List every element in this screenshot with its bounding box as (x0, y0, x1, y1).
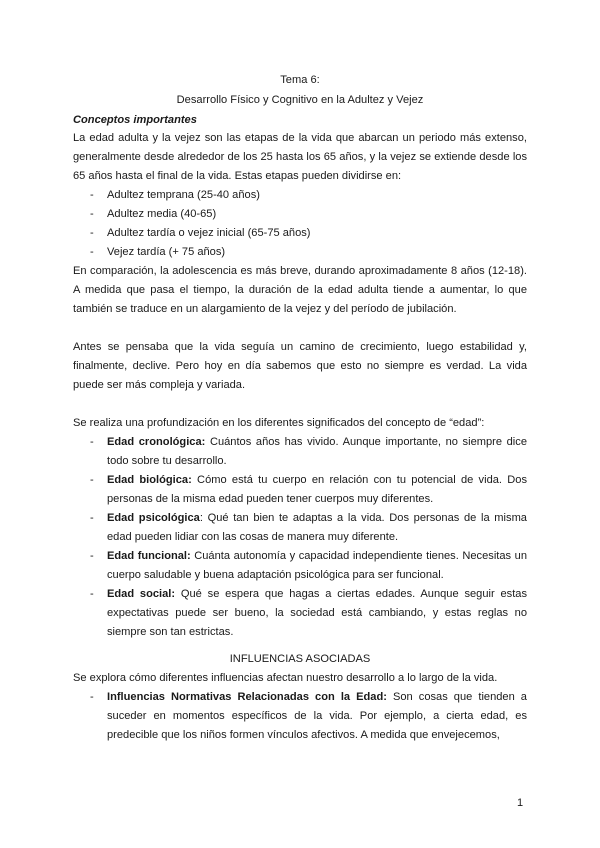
list-item (73, 471, 527, 509)
stages-list (73, 186, 527, 262)
stage-label: Adultez temprana (25-40 años) (107, 189, 260, 201)
influencias-list (73, 688, 527, 745)
edad-definition: : Qué tan bien te adaptas a la vida. Dos personas de la misma edad pueden lidiar con las cosas de manera muy diferente. (107, 512, 527, 543)
edad-definition: Qué se espera que hagas a ciertas edades. Aunque seguir estas expectativas puede ser bueno, la sociedad está cambiando, y estas reglas no siempre son tan estrictas. (107, 588, 527, 638)
intro-paragraph: La edad adulta y la vejez son las etapas de la vida que abarcan un periodo más extenso, generalmente desde alrededor de los 25 hasta los 65 años, y la vejez se extiende desde los 65 años hasta el final de la vida. Estas etapas pueden dividirse en: (73, 132, 527, 182)
list-item (73, 433, 527, 471)
edad-definition: Cómo está tu cuerpo en relación con tu potencial de vida. Dos personas de la misma edad pueden tener cuerpos muy diferentes. (107, 474, 527, 505)
dash-bullet: - (90, 691, 94, 703)
page-number: 1 (517, 797, 524, 809)
edad-term: Edad funcional: (107, 550, 191, 562)
list-item (73, 509, 527, 547)
stage-label: Adultez tardía o vejez inicial (65-75 años) (107, 227, 311, 239)
dash-bullet: - (90, 512, 94, 524)
topic-number: Tema 6: (280, 74, 320, 86)
dash-bullet: - (90, 436, 94, 448)
dash-bullet: - (90, 189, 94, 201)
page-content (73, 70, 527, 745)
paragraph-gap (73, 319, 527, 338)
edad-definition: Cuánta autonomía y capacidad independiente tienes. Necesitas un cuerpo saludable y buena adaptación psicológica para ser funcional. (107, 550, 527, 581)
dash-bullet: - (90, 246, 94, 258)
edad-definition: Cuántos años has vivido. Aunque importante, no siempre dice todo sobre tu desarrollo. (107, 436, 527, 467)
dash-bullet: - (90, 550, 94, 562)
list-item (73, 243, 527, 262)
dash-bullet: - (90, 474, 94, 486)
list-item (73, 585, 527, 642)
edad-term: Edad biológica: (107, 474, 192, 486)
influencia-definition: Son cosas que tienden a suceder en momentos específicos de la vida. Por ejemplo, a cierta edad, es predecible que los niños formen vínculos afectivos. A medida que envejecemos, (107, 691, 527, 741)
section-heading-influencias: INFLUENCIAS ASOCIADAS (229, 653, 371, 665)
list-item (73, 224, 527, 243)
dash-bullet: - (90, 227, 94, 239)
dash-bullet: - (90, 208, 94, 220)
edad-term: Edad psicológica (107, 512, 200, 524)
section-heading-conceptos: Conceptos importantes (73, 114, 197, 126)
edad-term: Edad social: (107, 588, 176, 600)
dash-bullet: - (90, 588, 94, 600)
list-item (73, 547, 527, 585)
edades-list (73, 433, 527, 642)
past-view-paragraph: Antes se pensaba que la vida seguía un camino de crecimiento, luego estabilidad y, finalmente, declive. Pero hoy en día sabemos que esto no siempre es verdad. La vida puede ser más compleja y variada. (73, 341, 527, 391)
paragraph-gap (73, 395, 527, 414)
document-title: Desarrollo Físico y Cognitivo en la Adultez y Vejez (176, 94, 424, 106)
list-item (73, 205, 527, 224)
comparison-paragraph: En comparación, la adolescencia es más breve, durando aproximadamente 8 años (12-18). A medida que pasa el tiempo, la duración de la edad adulta tiende a aumentar, lo que también se traduce en un alargamiento de la vejez y del período de jubilación. (73, 265, 527, 315)
influencias-intro: Se explora cómo diferentes influencias afectan nuestro desarrollo a lo largo de la vida. (73, 672, 498, 684)
list-item (73, 186, 527, 205)
edad-term: Edad cronológica: (107, 436, 206, 448)
influencia-term: Influencias Normativas Relacionadas con la Edad: (107, 691, 387, 703)
stage-label: Vejez tardía (+ 75 años) (107, 246, 226, 258)
stage-label: Adultez media (40-65) (107, 208, 217, 220)
edad-intro-paragraph: Se realiza una profundización en los diferentes significados del concepto de “edad”: (73, 417, 485, 429)
list-item (73, 688, 527, 745)
